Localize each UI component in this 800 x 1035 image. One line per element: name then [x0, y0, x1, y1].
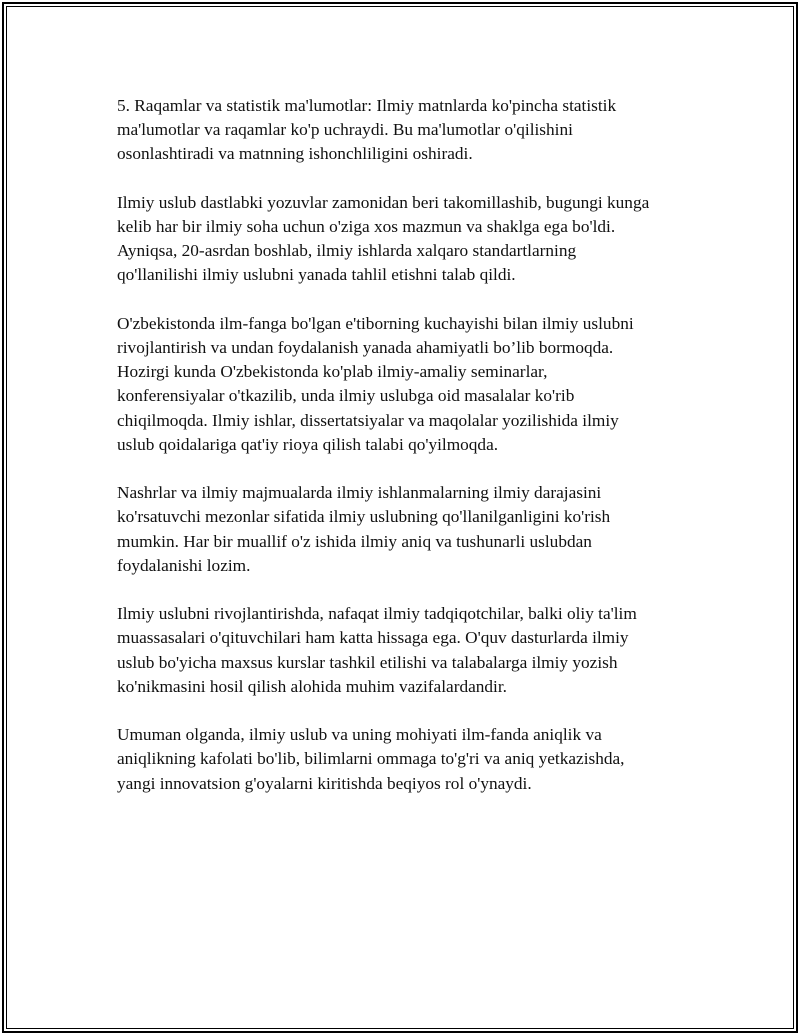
paragraph-education: Ilmiy uslubni rivojlantirishda, nafaqat ilmiy tadqiqotchilar, balki oliy ta'lim muassasalari o'qituvchilari ham katta hissaga ega. O'quv dasturlarda ilmiy uslub bo'yicha maxsus kurslar tashkil etilishi va talabalarga ilmiy yozish ko'nikmasini hosil qilish alohida muhim vazifalardandir. [117, 604, 637, 696]
paragraph-uzbekistan: O'zbekistonda ilm-fanga bo'lgan e'tiborning kuchayishi bilan ilmiy uslubni rivojlantirish va undan foydalanish yanada ahamiyatli bo’lib bormoqda. Hozirgi kunda O'zbekistonda ko'plab ilmiy-amaliy seminarlar, konferensiyalar o'tkazilib, unda ilmiy uslubga oid masalalar ko'rib chiqilmoqda. Ilmiy ishlar, dissertatsiyalar va maqolalar yozilishida ilmiy uslub qoidalariga qat'iy rioya qilish talabi qo'yilmoqda. [117, 313, 634, 454]
paragraph-development: Ilmiy uslub dastlabki yozuvlar zamonidan beri takomillashib, bugungi kunga kelib har bir ilmiy soha uchun o'ziga xos mazmun va shaklga ega bo'ldi. Ayniqsa, 20-asrdan boshlab, ilmiy ishlarda xalqaro standartlarning qo'llanilishi ilmiy uslubni yanada tahlil etishni talab qildi. [117, 192, 650, 285]
paragraph-conclusion: Umuman olganda, ilmiy uslub va uning mohiyati ilm-fanda aniqlik va aniqlikning kafolati bo'lib, bilimlarni ommaga to'g'ri va aniq yetkazishda, yangi innovatsion g'oyalarni kiritishda beqiyos rol o'ynaydi. [117, 725, 625, 793]
paragraph-publications: Nashrlar va ilmiy majmualarda ilmiy ishlanmalarning ilmiy darajasini ko'rsatuvchi mezonlar sifatida ilmiy uslubning qo'llanilganligini ko'rish mumkin. Har bir muallif o'z ishida ilmiy aniq va tushunarli uslubdan foydalanishi lozim. [117, 483, 611, 575]
document-body [117, 94, 697, 820]
paragraph-statistics: 5. Raqamlar va statistik ma'lumotlar: Ilmiy matnlarda ko'pincha statistik ma'lumotlar va raqamlar ko'p uchraydi. Bu ma'lumotlar o'qilishini osonlashtiradi va matnning ishonchliligini oshiradi. [117, 96, 617, 164]
